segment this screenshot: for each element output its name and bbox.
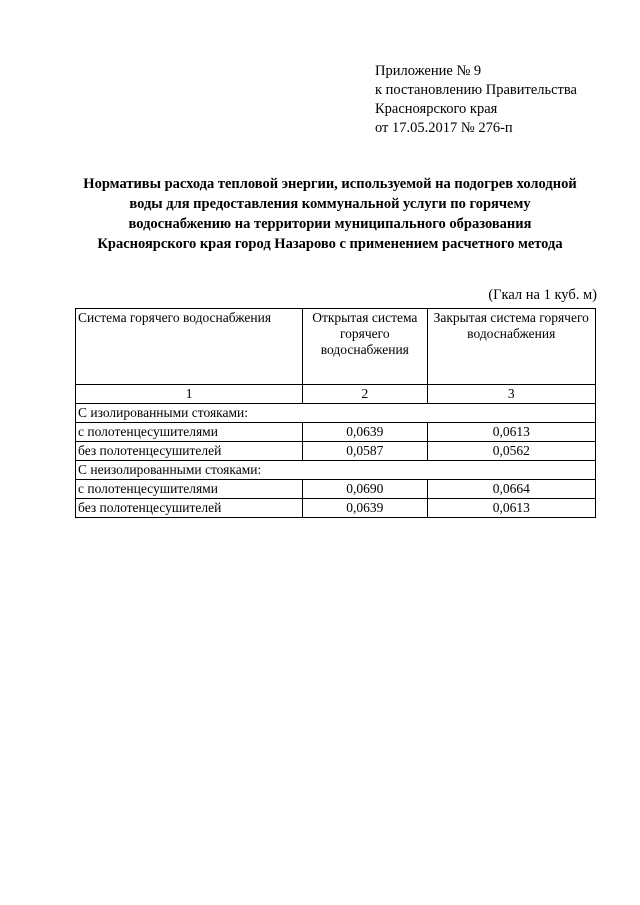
closed-value: 0,0562 bbox=[427, 442, 596, 461]
title-line: воды для предоставления коммунальной услуги по горячему bbox=[129, 196, 531, 212]
group-label: С неизолированными стояками: bbox=[76, 461, 596, 480]
column-number: 3 bbox=[427, 385, 596, 404]
norms-table bbox=[75, 308, 596, 518]
appendix-block bbox=[375, 62, 577, 138]
group-row-uninsulated bbox=[76, 461, 596, 480]
title-line: Нормативы расхода тепловой энергии, используемой на подогрев холодной bbox=[83, 176, 577, 192]
row-name: без полотенцесушителей bbox=[76, 499, 303, 518]
document-title bbox=[60, 174, 600, 254]
closed-value: 0,0613 bbox=[427, 499, 596, 518]
table-header-row bbox=[76, 309, 596, 385]
group-label: С изолированными стояками: bbox=[76, 404, 596, 423]
group-row-insulated bbox=[76, 404, 596, 423]
open-value: 0,0639 bbox=[303, 423, 427, 442]
units-label: (Гкал на 1 куб. м) bbox=[488, 287, 597, 303]
table-row bbox=[76, 442, 596, 461]
row-name: с полотенцесушителями bbox=[76, 423, 303, 442]
appendix-line: от 17.05.2017 № 276-п bbox=[375, 120, 513, 136]
closed-value: 0,0664 bbox=[427, 480, 596, 499]
row-name: без полотенцесушителей bbox=[76, 442, 303, 461]
column-number: 2 bbox=[303, 385, 427, 404]
appendix-line: Красноярского края bbox=[375, 101, 498, 117]
appendix-line: Приложение № 9 bbox=[375, 63, 482, 79]
open-value: 0,0639 bbox=[303, 499, 427, 518]
title-line: Красноярского края город Назарово с применением расчетного метода bbox=[97, 236, 563, 252]
open-value: 0,0587 bbox=[303, 442, 427, 461]
table-row bbox=[76, 423, 596, 442]
appendix-line: к постановлению Правительства bbox=[375, 82, 577, 98]
table-row bbox=[76, 480, 596, 499]
header-closed-system: Закрытая система горячего водоснабжения bbox=[427, 309, 596, 385]
row-name: с полотенцесушителями bbox=[76, 480, 303, 499]
table-row bbox=[76, 499, 596, 518]
column-number-row bbox=[76, 385, 596, 404]
header-open-system: Открытая система горячего водоснабжения bbox=[303, 309, 427, 385]
header-system: Система горячего водоснабжения bbox=[76, 309, 303, 385]
closed-value: 0,0613 bbox=[427, 423, 596, 442]
title-line: водоснабжению на территории муниципального образования bbox=[128, 216, 532, 232]
open-value: 0,0690 bbox=[303, 480, 427, 499]
column-number: 1 bbox=[76, 385, 303, 404]
